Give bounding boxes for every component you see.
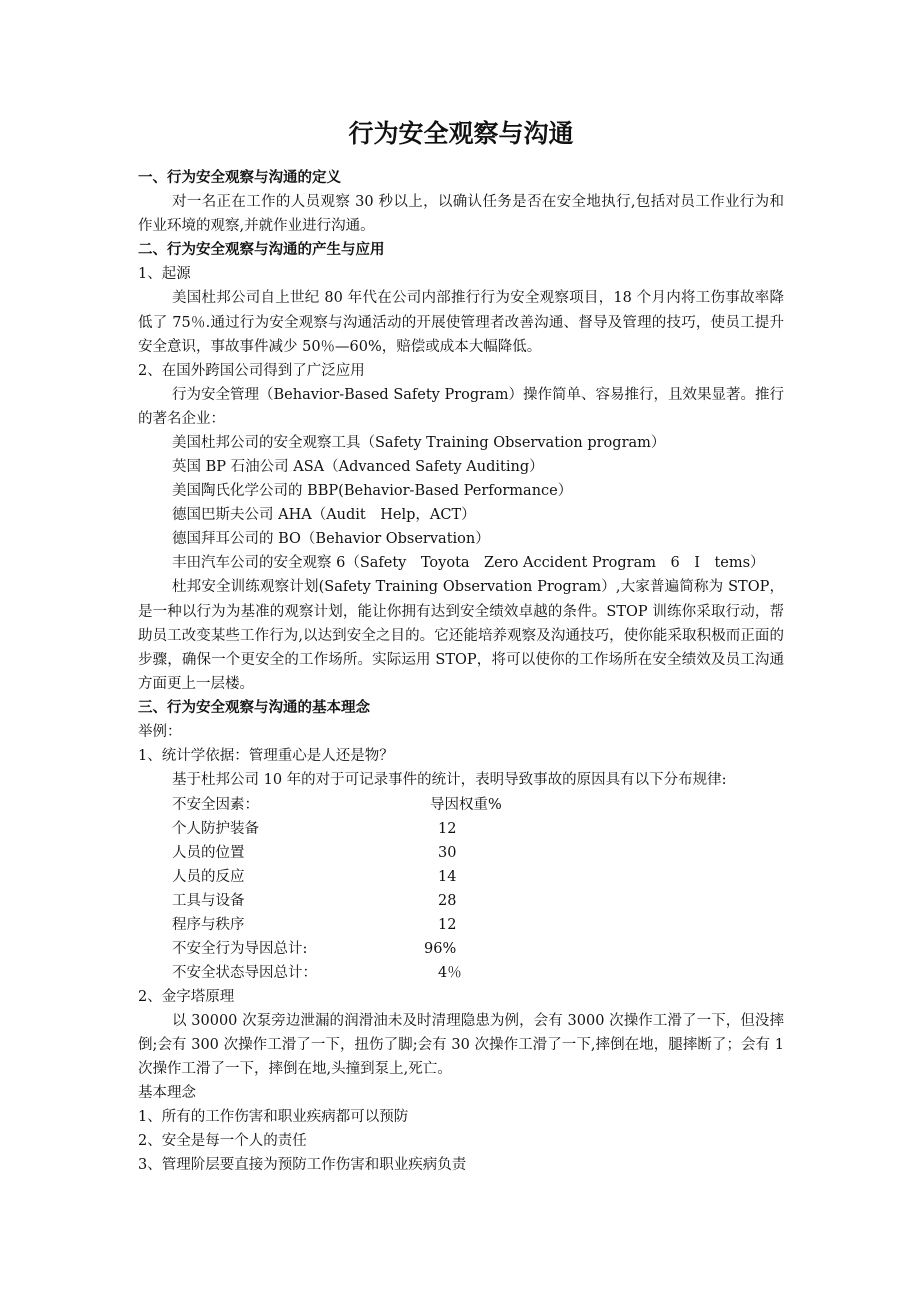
table-row — [138, 913, 784, 937]
table-row — [138, 817, 784, 841]
factor-label: 程序与秩序 — [172, 916, 245, 933]
total-behavior-label: 不安全行为导因总计: — [172, 940, 308, 957]
section-1-paragraph: 对一名正在工作的人员观察 30 秒以上，以确认任务是否在安全地执行,包括对员工作业行为和作业环境的观察,并就作业进行沟通。 — [138, 194, 784, 235]
statistics-paragraph: 基于杜邦公司 10 年的对于可记录事件的统计，表明导致事故的原因具有以下分布规律: — [172, 772, 727, 789]
factor-label: 人员的位置 — [172, 844, 245, 861]
total-behavior-row — [138, 937, 784, 961]
factor-label: 人员的反应 — [172, 868, 245, 885]
section-3-heading: 三、行为安全观察与沟通的基本理念 — [138, 699, 370, 717]
concept-heading: 基本理念 — [138, 1085, 196, 1102]
factor-label: 个人防护装备 — [172, 820, 259, 837]
table-row — [138, 841, 784, 865]
table-row — [138, 865, 784, 889]
factor-label: 工具与设备 — [172, 892, 245, 909]
table-header-value: 导因权重% — [430, 796, 502, 813]
company-item: 德国拜耳公司的 BO（Behavior Observation） — [172, 531, 490, 548]
company-item: 美国陶氏化学公司的 BBP(Behavior-Based Performance） — [172, 483, 573, 500]
origin-paragraph: 美国杜邦公司自上世纪 80 年代在公司内部推行行为安全观察项目，18 个月内将工伤事故率降低了 75％.通过行为安全观察与沟通活动的开展使管理者改善沟通、督导及管理的技巧，使员工提升安全意识，事故事件减少 50％—60%，赔偿或成本大幅降低。 — [138, 290, 784, 355]
subsection-statistics: 1、统计学依据：管理重心是人还是物？ — [138, 748, 394, 765]
concept-item: 1、所有的工作伤害和职业疾病都可以预防 — [138, 1109, 409, 1126]
document-page — [138, 118, 784, 1177]
table-header-label: 不安全因素： — [172, 796, 259, 813]
stop-paragraph: 杜邦安全训练观察计划(Safety Training Observation Program）,大家普遍简称为 STOP，是一种以行为为基准的观察计划，能让你拥有达到安全绩效卓越的条件。STOP 训练你采取行动，帮助员工改变某些工作行为,以达到安全之目的。它还能培养观察及沟通技巧，使你能采取积极而正面的步骤，确保一个更安全的工作场所。实际运用 STOP，将可以使你的工作场所在安全绩效及员工沟通方面更上一层楼。 — [138, 579, 784, 693]
factor-value: 28 — [438, 892, 457, 909]
company-item: 英国 BP 石油公司 ASA（Advanced Safety Auditing） — [172, 459, 544, 476]
total-state-label: 不安全状态导因总计： — [172, 964, 317, 981]
application-paragraph: 行为安全管理（Behavior-Based Safety Program）操作简单、容易推行，且效果显著。推行的著名企业： — [138, 387, 784, 428]
section-2-heading: 二、行为安全观察与沟通的产生与应用 — [138, 241, 385, 259]
company-item: 美国杜邦公司的安全观察工具（Safety Training Observation program） — [172, 435, 666, 452]
total-behavior-value: 96% — [424, 940, 457, 957]
subsection-application: 2、在国外跨国公司得到了广泛应用 — [138, 363, 365, 380]
table-row — [138, 889, 784, 913]
subsection-pyramid: 2、金字塔原理 — [138, 988, 235, 1005]
page-title: 行为安全观察与沟通 — [348, 119, 574, 148]
company-item: 德国巴斯夫公司 AHA（Audit Help，ACT） — [172, 507, 476, 524]
concept-item: 2、安全是每一个人的责任 — [138, 1133, 307, 1150]
example-label: 举例： — [138, 724, 182, 741]
section-1-heading: 一、行为安全观察与沟通的定义 — [138, 169, 341, 186]
total-state-value: 4％ — [438, 964, 462, 981]
factor-value: 12 — [438, 916, 457, 933]
concept-item: 3、管理阶层要直接为预防工作伤害和职业疾病负责 — [138, 1157, 467, 1174]
pyramid-paragraph: 以 30000 次泵旁边泄漏的润滑油未及时清理隐患为例，会有 3000 次操作工滑了一下，但没摔倒;会有 300 次操作工滑了一下，扭伤了脚;会有 30 次操作工滑了一下,摔倒在地，腿摔断了；会有 1 次操作工滑了一下，摔倒在地,头撞到泵上,死亡。 — [138, 1012, 784, 1078]
company-item: 丰田汽车公司的安全观察 6（Safety Toyota Zero Accident Program 6 I tems） — [172, 555, 765, 572]
factor-value: 12 — [438, 820, 457, 837]
subsection-origin: 1、起源 — [138, 266, 191, 283]
table-header — [138, 793, 784, 817]
factor-value: 30 — [438, 844, 457, 861]
factor-value: 14 — [438, 868, 457, 885]
total-state-row — [138, 961, 784, 985]
